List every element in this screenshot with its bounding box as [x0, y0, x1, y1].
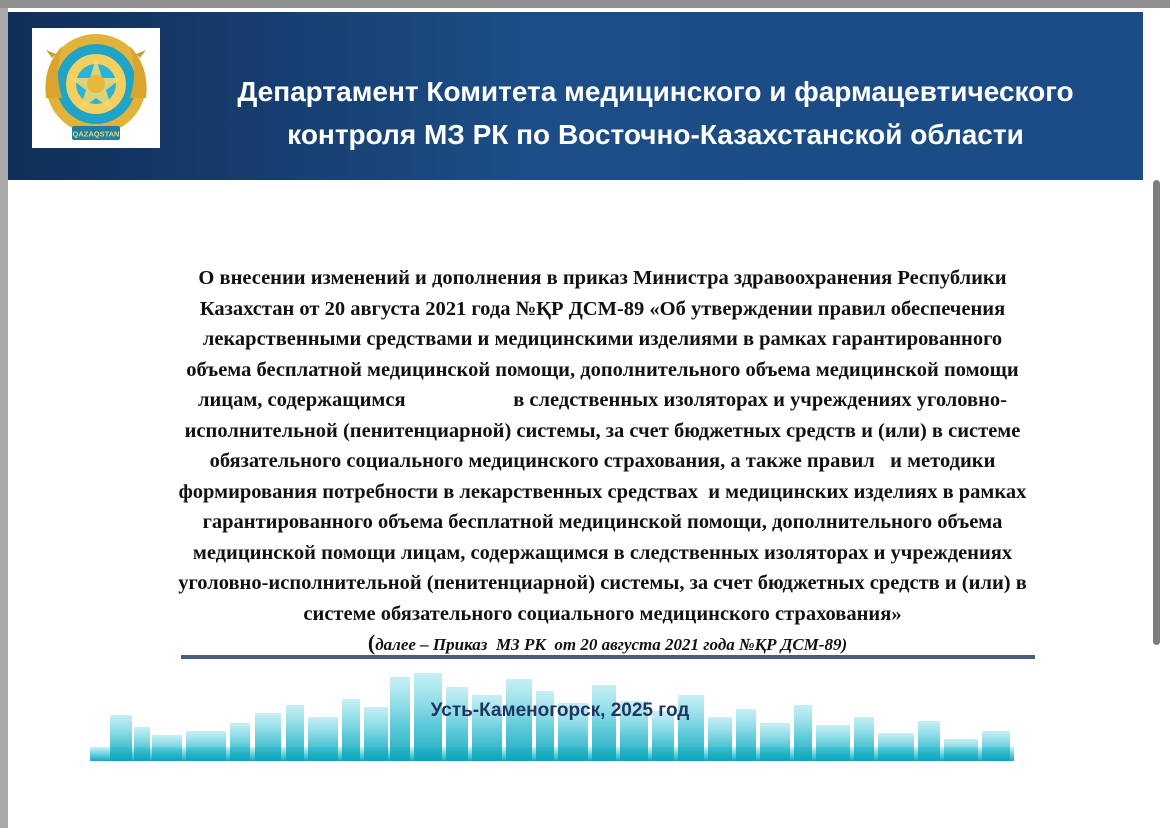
order-title-line: гарантированного объема бесплатной медицинской помощи, дополнительного объема	[202, 511, 1003, 533]
order-reference-note	[180, 630, 1035, 656]
location-year: Усть-Каменогорск, 2025 год	[430, 700, 690, 721]
order-title-line: объема бесплатной медицинской помощи, дополнительного объема медицинской помощи	[186, 358, 1019, 381]
order-title-line: формирования потребности в лекарственных средствах и медицинских изделиях в рамках	[178, 480, 1027, 503]
department-title-line: Департамент Комитета медицинского и фармацевтического	[237, 76, 1074, 107]
order-title-line: медицинской помощи лицам, содержащимся в следственных изоляторах и учреждениях	[192, 541, 1013, 564]
divider-line	[181, 655, 1035, 659]
department-title	[168, 70, 1143, 156]
order-title-line: обязательного социального медицинского страхования, а также правил и методики	[209, 450, 996, 472]
slide-header	[8, 12, 1143, 180]
note-text: далее – Приказ МЗ РК от 20 августа 2021 года №ҚР ДСМ-89)	[375, 635, 848, 654]
department-title-line: контроля МЗ РК по Восточно-Казахстанской области	[287, 119, 1024, 150]
vertical-scrollbar[interactable]	[1153, 180, 1160, 645]
order-title-line: системе обязательного социального медицинского страхования»	[303, 602, 902, 625]
order-title-line: исполнительной (пенитенциарной) системы, за счет бюджетных средств и (или) в системе	[184, 419, 1021, 442]
window-top-border	[0, 0, 1170, 8]
order-title-line: Казахстан от 20 августа 2021 года №ҚР ДСМ-89 «Об утверждении правил обеспечения	[199, 297, 1006, 320]
window-left-border	[0, 8, 8, 828]
order-title	[90, 263, 1115, 629]
note-paren: (	[367, 630, 376, 655]
order-title-line: лицам, содержащимся в следственных изоляторах и учреждениях уголовно-	[197, 389, 1008, 411]
kazakhstan-emblem-icon	[32, 28, 160, 148]
order-title-line: уголовно-исполнительной (пенитенциарной) системы, за счет бюджетных средств и (или) в	[178, 572, 1027, 594]
emblem-lettering: QAZAQSTAN	[72, 129, 120, 139]
order-title-line: лекарственными средствами и медицинскими изделиями в рамках гарантированного	[202, 328, 1003, 350]
order-title-line: О внесении изменений и дополнения в приказ Министра здравоохранения Республики	[198, 267, 1007, 289]
